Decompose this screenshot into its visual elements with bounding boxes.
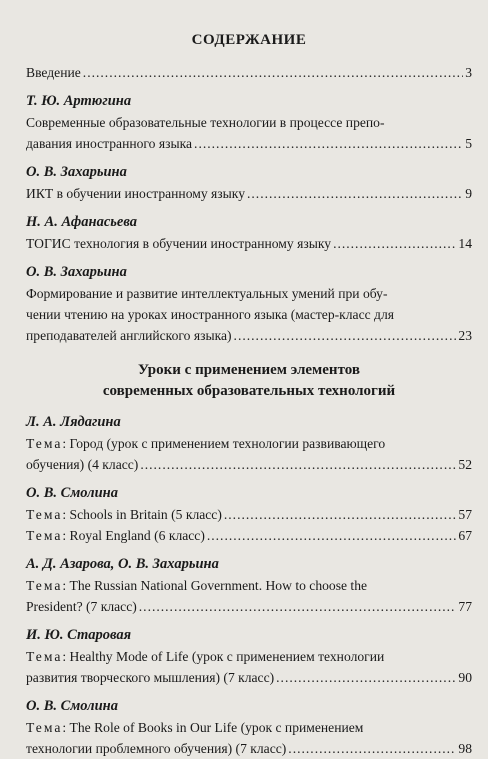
page-number: 67 — [458, 528, 472, 543]
page-number: 5 — [465, 136, 472, 151]
page-number: 57 — [458, 507, 472, 522]
dot-leader — [224, 504, 457, 525]
entry-text: ТОГИС технология в обучении иностранному языку — [26, 236, 332, 251]
entry-text: преподавателей английского языка) — [26, 328, 232, 343]
topic-text: : The Role of Books in Our Life (урок с применением — [62, 720, 364, 735]
topic-label: Тема — [26, 528, 63, 543]
entry-text: давания иностранного языка — [26, 136, 193, 151]
dot-leader — [194, 133, 463, 154]
author-name: О. В. Захарьина — [26, 164, 127, 180]
page-number: 23 — [458, 328, 472, 343]
toc-entry — [26, 91, 472, 154]
author-name: О. В. Захарьина — [26, 264, 127, 280]
topic-label: Тема — [26, 578, 63, 593]
toc-line — [26, 667, 472, 688]
author-name: А. Д. Азарова, О. В. Захарьина — [26, 556, 219, 572]
topic-text: : The Russian National Government. How to choose the — [62, 578, 368, 593]
toc-line — [26, 183, 472, 204]
page-number: 9 — [465, 186, 472, 201]
toc-entry — [26, 262, 472, 346]
topic-label: Тема — [26, 649, 63, 664]
entry-text: Введение — [26, 65, 81, 80]
dot-leader — [234, 325, 457, 346]
section-heading-line: Уроки с применением элементов — [138, 362, 360, 378]
section-heading-line: современных образовательных технологий — [102, 383, 396, 399]
toc-line — [26, 504, 472, 525]
page-number: 98 — [458, 741, 472, 756]
topic-line — [26, 525, 205, 546]
topic-text: : Royal England (6 класс) — [62, 528, 205, 543]
topic-text: : Schools in Britain (5 класс) — [62, 507, 222, 522]
lesson-topic-line — [26, 717, 472, 738]
section-heading — [26, 360, 472, 402]
entry-text: ИКТ в обучении иностранному языку — [26, 186, 245, 201]
toc-line — [26, 738, 472, 759]
dot-leader — [288, 738, 456, 759]
author-name: О. В. Смолина — [26, 698, 118, 714]
lesson-entry — [26, 625, 472, 688]
topic-text: обучения) (4 класс) — [26, 457, 139, 472]
topic-text: технологии проблемного обучения) (7 класс) — [26, 741, 287, 756]
entry-text: Формирование и развитие интеллектуальных умений при обу- — [26, 286, 388, 301]
page-number: 14 — [458, 236, 472, 251]
lesson-entry — [26, 554, 472, 617]
lesson-entry — [26, 696, 472, 759]
author-name: Т. Ю. Артюгина — [26, 93, 132, 109]
lesson-topic-line — [26, 433, 472, 454]
entry-text: чении чтению на уроках иностранного языка (мастер-класс для — [26, 307, 394, 322]
topic-text: : Healthy Mode of Life (урок с применением технологии — [62, 649, 385, 664]
dot-leader — [333, 233, 456, 254]
toc-line — [26, 325, 472, 346]
page-number: 3 — [465, 65, 472, 80]
toc-line — [26, 133, 472, 154]
author-name: И. Ю. Старовая — [26, 627, 132, 643]
toc-line — [26, 62, 472, 83]
topic-text: President? (7 класс) — [26, 599, 137, 614]
toc-line — [26, 454, 472, 475]
lesson-topic-line — [26, 646, 472, 667]
dot-leader — [276, 667, 456, 688]
page-number: 90 — [458, 670, 472, 685]
author-name: Л. А. Лядагина — [26, 414, 121, 430]
toc-line — [26, 233, 472, 254]
toc-line — [26, 525, 472, 546]
topic-text: : Город (урок с применением технологии развивающего — [62, 436, 386, 451]
entry-text: Современные образовательные технологии в процессе препо- — [26, 115, 385, 130]
topic-line — [26, 504, 222, 525]
topic-label: Тема — [26, 507, 63, 522]
page-title: СОДЕРЖАНИЕ — [191, 32, 307, 48]
author-name: Н. А. Афанасьева — [26, 214, 137, 230]
dot-leader — [140, 454, 456, 475]
toc-line — [26, 596, 472, 617]
lesson-topic-line — [26, 575, 472, 596]
lesson-entry — [26, 483, 472, 546]
toc-entry-intro — [26, 62, 472, 83]
topic-label: Тема — [26, 436, 63, 451]
topic-text: развития творческого мышления) (7 класс) — [26, 670, 275, 685]
toc-entry — [26, 212, 472, 254]
dot-leader — [207, 525, 457, 546]
toc-entry — [26, 162, 472, 204]
topic-label: Тема — [26, 720, 63, 735]
dot-leader — [139, 596, 457, 617]
dot-leader — [83, 62, 463, 83]
page-number: 52 — [458, 457, 472, 472]
lesson-entry — [26, 412, 472, 475]
page-number: 77 — [458, 599, 472, 614]
dot-leader — [247, 183, 463, 204]
author-name: О. В. Смолина — [26, 485, 118, 501]
